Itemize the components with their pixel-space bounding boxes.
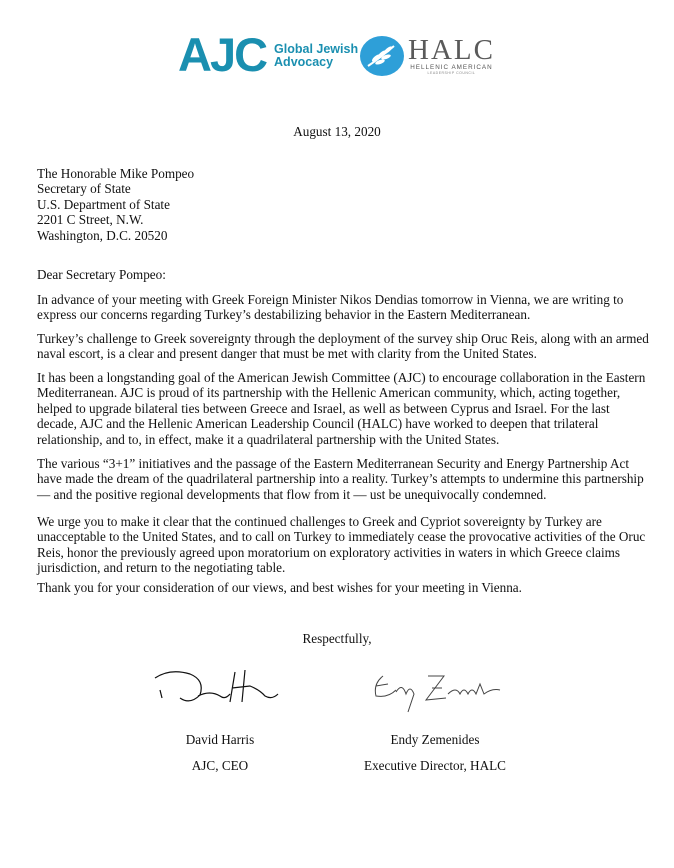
signature-david-harris <box>150 660 290 713</box>
ajc-tagline <box>274 43 358 69</box>
ajc-logo <box>178 28 359 81</box>
address-line: The Honorable Mike Pompeo <box>37 166 195 181</box>
halc-subtitle: HELLENIC AMERICAN <box>410 64 493 71</box>
body-paragraph: We urge you to make it clear that the continued challenges to Greek and Cypriot sovereignty by Turkey are unacceptable to the United States, and to call on Turkey to immediately cease the provocative activities of the Oruc Reis, honor the previously agreed upon moratorium on exploratory activities in waters in which Greece claims jurisdiction, and return to the negotiating table. <box>37 514 646 576</box>
signature-endy-zemenides <box>368 664 508 717</box>
halc-wordmark <box>408 36 495 76</box>
halc-logo-mark: HALC <box>408 34 495 66</box>
address-line: Secretary of State <box>37 181 131 197</box>
ajc-logo-mark: AJC <box>178 28 267 81</box>
closing: Respectfully, <box>302 631 372 646</box>
halc-logo <box>360 34 495 78</box>
body-paragraph: In advance of your meeting with Greek Foreign Minister Nikos Dendias tomorrow in Vienna, we are writing to express our concerns regarding Turkey’s destabilizing behavior in the Eastern Mediterranean. <box>37 292 624 323</box>
body-paragraph: The various “3+1” initiatives and the passage of the Eastern Mediterranean Security and Energy Partnership Act have made the dream of the quadrilateral partnership into a reality. Turkey’s attempts to undermine this partnership — and the positive regional developments that flow from it — ust be unequivocally condemned. <box>37 456 644 502</box>
signatory-name: Endy Zemenides <box>390 732 480 747</box>
address-line: U.S. Department of State <box>37 196 170 212</box>
letter-date: August 13, 2020 <box>293 124 381 139</box>
olive-branch-icon <box>360 36 404 76</box>
body-paragraph: It has been a longstanding goal of the American Jewish Committee (AJC) to encourage collaboration in the Eastern Mediterranean. AJC is proud of its partnership with the Hellenic American community, which, acting together, helped to upgrade bilateral ties between Greece and Israel, as well as between Cyprus and Israel. For the last decade, AJC and the Hellenic American Leadership Council (HALC) have worked to deepen that trilateral relationship, and to, in effect, make it a quadrilateral partnership with the United States. <box>37 370 646 447</box>
halc-subtitle-small: LEADERSHIP COUNCIL <box>427 71 476 75</box>
salutation: Dear Secretary Pompeo: <box>37 267 166 282</box>
signatory-title: Executive Director, HALC <box>364 758 506 773</box>
body-paragraph: Thank you for your consideration of our views, and best wishes for your meeting in Vienna. <box>37 580 522 595</box>
letterhead <box>0 30 674 80</box>
recipient-address <box>37 166 194 243</box>
signatory-title: AJC, CEO <box>191 758 249 773</box>
signatory-name: David Harris <box>185 732 255 747</box>
address-line: Washington, D.C. 20520 <box>37 227 168 243</box>
ajc-tagline-line2: Advocacy <box>274 55 334 69</box>
address-line: 2201 C Street, N.W. <box>37 212 144 228</box>
ajc-tagline-line1: Global Jewish <box>274 42 359 56</box>
body-paragraph: Turkey’s challenge to Greek sovereignty through the deployment of the survey ship Oruc Reis, along with an armed naval escort, is a clear and present danger that must be met with clarity from the United States. <box>37 331 649 362</box>
